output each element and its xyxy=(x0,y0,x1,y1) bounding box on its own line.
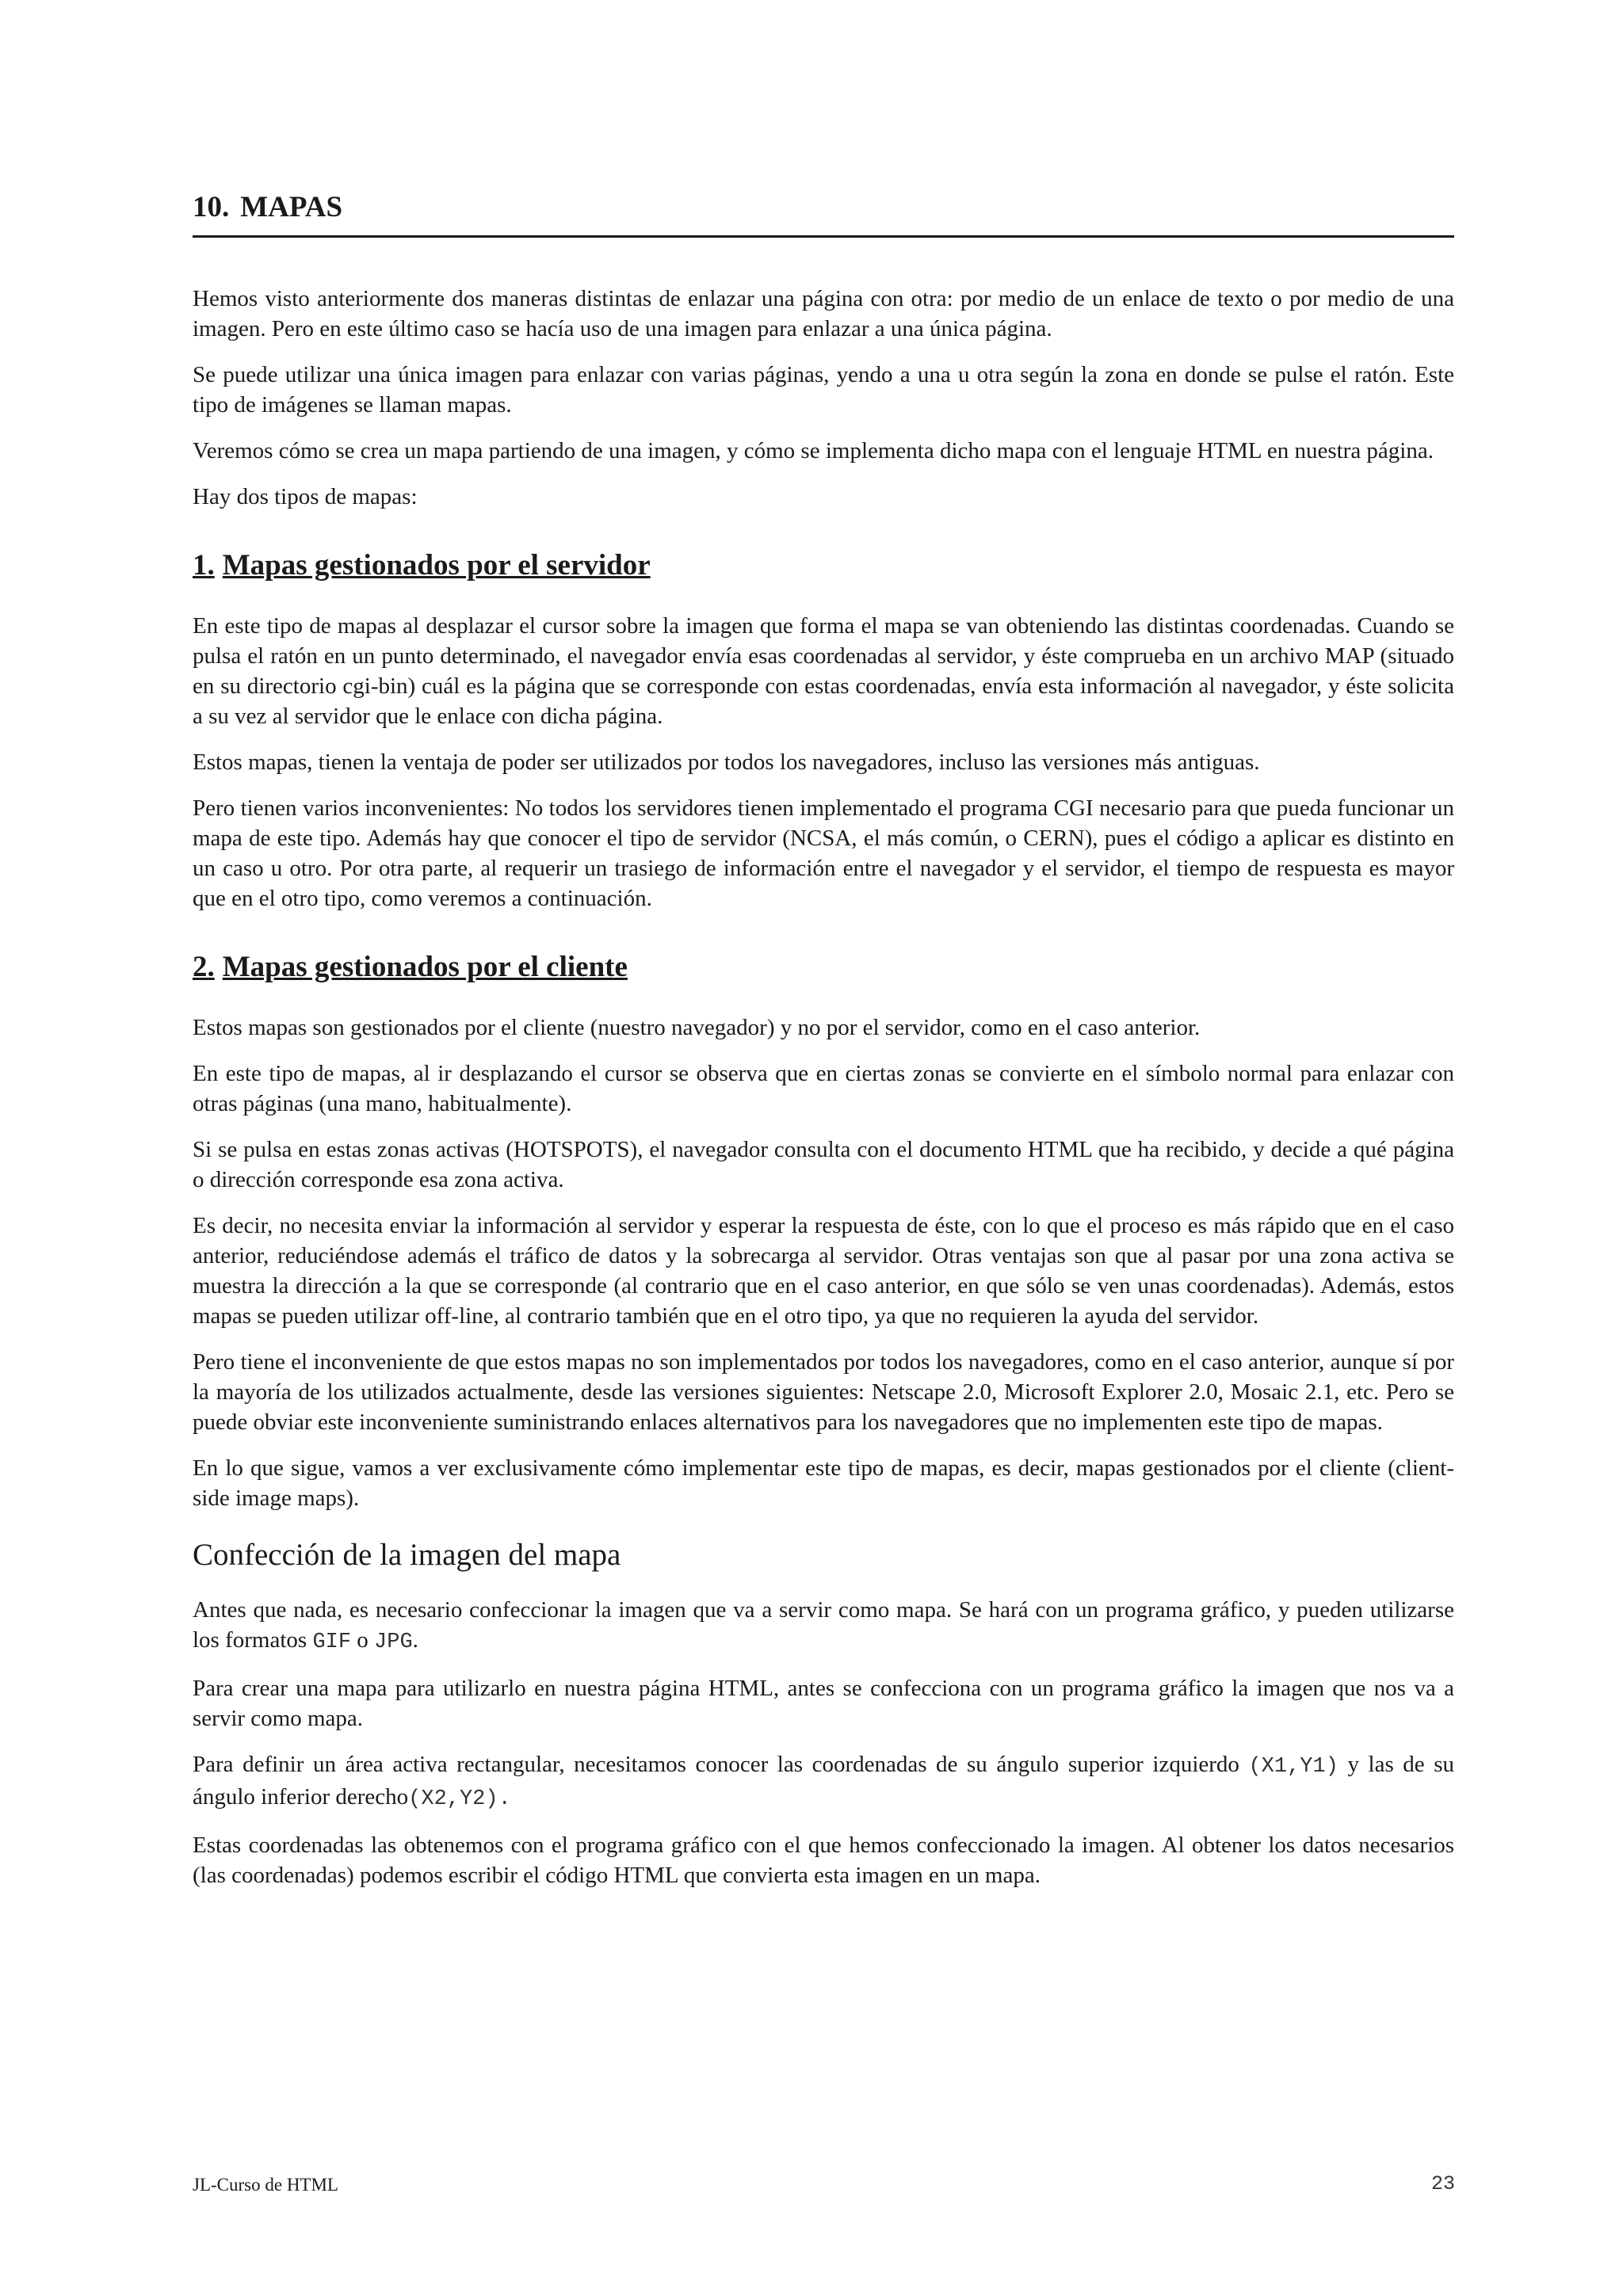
section2-paragraph: En lo que sigue, vamos a ver exclusivamente cómo implementar este tipo de mapas, es decir, mapas gestionados por el cliente (client-side image maps). xyxy=(193,1455,1454,1511)
chapter-title-text: MAPAS xyxy=(240,191,343,223)
code-text: (X1,Y1) xyxy=(1248,1755,1338,1779)
subsection-paragraph: Para crear una mapa para utilizarlo en nuestra página HTML, antes se confecciona con un programa gráfico la imagen que nos va a servir como mapa. xyxy=(193,1676,1454,1731)
code-text: GIF xyxy=(312,1630,352,1654)
intro-paragraph: Hemos visto anteriormente dos maneras distintas de enlazar una página con otra: por medio de un enlace de texto o por medio de una imagen. Pero en este último caso se hacía uso de una imagen para enlazar a una única página. xyxy=(193,286,1454,341)
section2-paragraph: Si se pulsa en estas zonas activas (HOTSPOTS), el navegador consulta con el documento HTML que ha recibido, y decide a qué página o dirección corresponde esa zona activa. xyxy=(193,1137,1454,1192)
text-run: Antes que nada, es necesario confeccionar la imagen que va a servir como mapa. Se hará con un programa gráfico, y pueden utilizarse los formatos xyxy=(193,1597,1454,1653)
chapter-number: 10. xyxy=(193,191,230,223)
subsection-heading: Confección de la imagen del mapa xyxy=(193,1538,621,1572)
code-text: (X2,Y2). xyxy=(408,1787,511,1811)
intro-paragraph: Se puede utilizar una única imagen para enlazar con varias páginas, yendo a una u otra según la zona en donde se pulse el ratón. Este tipo de imágenes se llaman mapas. xyxy=(193,362,1454,418)
subsection-paragraph xyxy=(193,1595,1454,1657)
text-run: Para definir un área activa rectangular, necesitamos conocer las coordenadas de su ángulo superior izquierdo xyxy=(193,1752,1249,1777)
section-title: Mapas gestionados por el cliente xyxy=(222,951,628,983)
section-number: 2. xyxy=(193,951,215,983)
section2-paragraph: Estos mapas son gestionados por el cliente (nuestro navegador) y no por el servidor, como en el caso anterior. xyxy=(193,1015,1201,1040)
chapter-title xyxy=(193,190,1454,238)
page-number: 23 xyxy=(1430,2172,1455,2195)
section1-paragraph: Estos mapas, tienen la ventaja de poder ser utilizados por todos los navegadores, incluso las versiones más antiguas. xyxy=(193,749,1260,775)
text-run: o xyxy=(351,1627,375,1653)
text-run: . xyxy=(412,1627,418,1653)
subsection-paragraph xyxy=(193,1749,1454,1814)
footer-title: JL-Curso de HTML xyxy=(193,2175,338,2195)
section2-paragraph: En este tipo de mapas, al ir desplazando el cursor se observa que en ciertas zonas se convierte en el símbolo normal para enlazar con otras páginas (una mano, habitualmente). xyxy=(193,1061,1454,1116)
subsection-paragraph: Estas coordenadas las obtenemos con el programa gráfico con el que hemos confeccionado la imagen. Al obtener los datos necesarios (las coordenadas) podemos escribir el código HTML que convierta esta imagen en un mapa. xyxy=(193,1833,1454,1888)
section1-paragraph: En este tipo de mapas al desplazar el cursor sobre la imagen que forma el mapa se van obteniendo las distintas coordenadas. Cuando se pulsa el ratón en un punto determinado, el navegador envía esas coordenadas al servidor, y éste comprueba en un archivo MAP (situado en su directorio cgi-bin) cuál es la página que se corresponde con estas coordenadas, envía esta información al navegador, y éste solicita a su vez al servidor que le enlace con dicha página. xyxy=(193,613,1454,729)
section-heading-cliente xyxy=(193,950,1454,984)
page-content xyxy=(193,190,1454,1906)
section-heading-servidor xyxy=(193,548,1454,582)
section-title: Mapas gestionados por el servidor xyxy=(222,549,651,582)
code-text: JPG xyxy=(374,1630,413,1654)
section2-paragraph: Pero tiene el inconveniente de que estos mapas no son implementados por todos los navegadores, como en el caso anterior, aunque sí por la mayoría de los utilizados actualmente, desde las versiones siguientes: Netscape 2.0, Microsoft Explorer 2.0, Mosaic 2.1, etc. Pero se puede obviar este inconveniente suministrando enlaces alternativos para los navegadores que no implementen este tipo de mapas. xyxy=(193,1349,1454,1435)
section1-paragraph: Pero tienen varios inconvenientes: No todos los servidores tienen implementado el programa CGI necesario para que pueda funcionar un mapa de este tipo. Además hay que conocer el tipo de servidor (NCSA, el más común, o CERN), pues el código a aplicar es distinto en un caso u otro. Por otra parte, al requerir un trasiego de información entre el navegador y el servidor, el tiempo de respuesta es mayor que en el otro tipo, como veremos a continuación. xyxy=(193,795,1454,911)
section-number: 1. xyxy=(193,549,215,582)
text-run: y las de su ángulo inferior derecho xyxy=(193,1752,1455,1810)
section2-paragraph: Es decir, no necesita enviar la información al servidor y esperar la respuesta de éste, con lo que el proceso es más rápido que en el caso anterior, reduciéndose además el tráfico de datos y la sobrecarga al servidor. Otras ventajas son que al pasar por una zona activa se muestra la dirección a la que se corresponde (al contrario que en el caso anterior, en que sólo se ven unas coordenadas). Además, estos mapas se pueden utilizar off-line, al contrario también que en el otro tipo, ya que no requieren la ayuda del servidor. xyxy=(193,1213,1454,1329)
intro-paragraph: Hay dos tipos de mapas: xyxy=(193,484,418,509)
intro-paragraph: Veremos cómo se crea un mapa partiendo de una imagen, y cómo se implementa dicho mapa con el lenguaje HTML en nuestra página. xyxy=(193,438,1434,463)
